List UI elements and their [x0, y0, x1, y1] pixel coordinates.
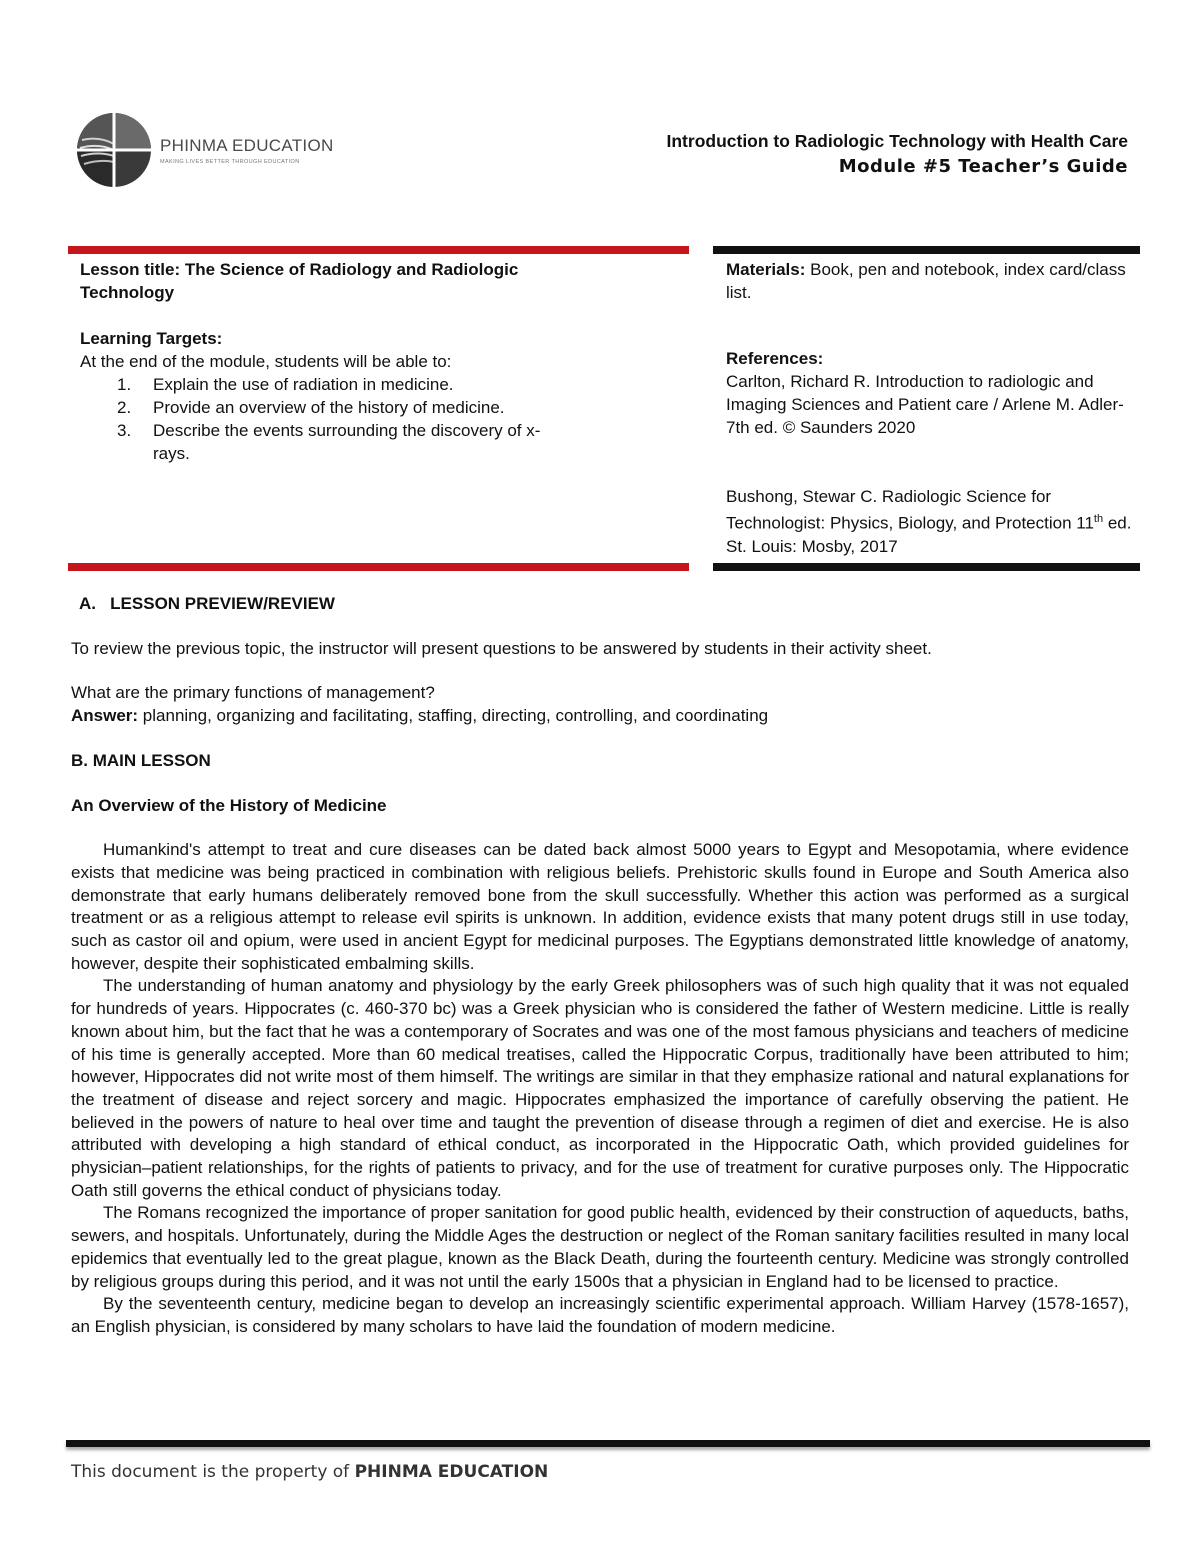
logo-name: PHINMA EDUCATION [160, 136, 334, 155]
materials-references [726, 258, 1136, 558]
list-item [80, 373, 570, 396]
phinma-logo [74, 110, 344, 190]
reference-bushong-sup: th [1093, 513, 1104, 525]
reference-bushong-tail: ed. St. Louis: Mosby, 2017 [726, 513, 1132, 556]
lesson-title-label: Lesson title: [80, 260, 181, 279]
list-text: Provide an overview of the history of medicine. [153, 398, 505, 417]
module-title: Module #5 Teacher’s Guide [838, 156, 1128, 177]
list-text: Describe the events surrounding the discovery of x-rays. [153, 421, 541, 463]
mid-left-rule [68, 563, 689, 571]
list-item [80, 419, 570, 465]
section-a-heading: A. LESSON PREVIEW/REVIEW [79, 594, 335, 613]
paragraph: Humankind's attempt to treat and cure diseases can be dated back almost 5000 years to Egypt and Mesopotamia, where evidence exists that medicine was being practiced in combination with religious beliefs. Prehistoric skulls found in Europe and South America also demonstrate that early humans deliberately removed bone from the skull successfully. Whether this action was performed as a surgical treatment or as a religious attempt to release evil spirits is unknown. In addition, evidence exists that many potent drugs still in use today, such as castor oil and opium, were used in ancient Egypt for medicinal purposes. The Egyptians demonstrated little knowledge of anatomy, however, despite their sophisticated embalming skills. [71, 840, 1129, 973]
learning-targets-label: Learning Targets: [80, 329, 223, 348]
learning-targets-intro: At the end of the module, students will be able to: [80, 352, 452, 371]
section-a-intro: To review the previous topic, the instructor will present questions to be answered by students in their activity sheet. [71, 638, 932, 658]
list-number: 3. [117, 421, 132, 440]
answer-text: planning, organizing and facilitating, staffing, directing, controlling, and coordinating [138, 706, 769, 726]
paragraph: By the seventeenth century, medicine began to develop an increasingly scientific experimental approach. William Harvey (1578-1657), an English physician, is considered by many scholars to have laid the foundation of modern medicine. [71, 1294, 1129, 1336]
lesson-title-text: The Science of Radiology and Radiologic Technology [80, 260, 519, 302]
document-header [667, 128, 1129, 180]
reference-carlton: Carlton, Richard R. Introduction to radiologic and Imaging Sciences and Patient care / Arlene M. Adler- 7th ed. © Saunders 2020 [726, 372, 1124, 437]
lesson-info [80, 258, 570, 465]
section-b-subheading: An Overview of the History of Medicine [71, 795, 387, 815]
materials [726, 258, 1136, 304]
lesson-title [80, 258, 570, 304]
paragraph: The understanding of human anatomy and physiology by the early Greek philosophers was of such high quality that it was not equaled for hundreds of years. Hippocrates (c. 460-370 bc) was a Greek physician who is considered the father of Western medicine. Little is really known about him, but the fact that he was a contemporary of Socrates and was one of the most famous physicians and teachers of medicine of his time is generally accepted. More than 60 medical treatises, called the Hippocratic Corpus, traditionally have been attributed to him; however, Hippocrates did not write most of them himself. The writings are similar in that they emphasize rational and natural explanations for the treatment of disease and reject sorcery and magic. Hippocrates emphasized the importance of carefully observing the patient. He believed in the powers of nature to heal over time and taught the prevention of disease through a regimen of diet and exercise. He is also attributed with developing a high standard of ethical conduct, as incorporated in the Hippocratic Oath, which provided guidelines for physician–patient relationships, for the rights of patients to privacy, and for the use of treatment for curative purposes only. The Hippocratic Oath still governs the ethical conduct of physicians today. [71, 976, 1129, 1200]
learning-targets-list [80, 373, 570, 465]
list-item [80, 396, 570, 419]
list-text: Explain the use of radiation in medicine. [153, 375, 454, 394]
course-title: Introduction to Radiologic Technology with Health Care [666, 131, 1128, 151]
section-b-heading: B. MAIN LESSON [71, 750, 211, 770]
footer-property-notice [71, 1462, 548, 1482]
reference-bushong [726, 485, 1136, 558]
review-question: What are the primary functions of management? [71, 683, 435, 703]
list-number: 1. [117, 375, 132, 394]
top-right-rule [713, 246, 1140, 254]
list-number: 2. [117, 398, 132, 417]
footer-prefix: This document is the property of [71, 1462, 355, 1482]
lesson-body [71, 593, 1129, 1339]
reference-bushong-main: Bushong, Stewar C. Radiologic Science for Technologist: Physics, Biology, and Protection 11 [726, 487, 1094, 533]
top-left-rule [68, 246, 689, 254]
answer-label: Answer: [71, 706, 139, 726]
footer-owner: PHINMA EDUCATION [354, 1462, 549, 1482]
phinma-emblem-icon [74, 110, 156, 190]
materials-label: Materials: [726, 260, 806, 279]
mid-right-rule [713, 563, 1140, 571]
review-answer [71, 705, 1129, 728]
references-label: References: [726, 349, 824, 368]
materials-text: Book, pen and notebook, index card/class list. [726, 260, 1126, 302]
paragraph: The Romans recognized the importance of proper sanitation for good public health, evidenced by their construction of aqueducts, baths, sewers, and hospitals. Unfortunately, during the Middle Ages the destruction or neglect of the Roman sanitary facilities resulted in many local epidemics that eventually led to the great plague, known as the Black Death, during the fourteenth century. Medicine was strongly controlled by religious groups during this period, and it was not until the early 1500s that a physician in England had to be licensed to practice. [71, 1203, 1129, 1291]
footer-rule [66, 1440, 1150, 1447]
logo-tagline: MAKING LIVES BETTER THROUGH EDUCATION [160, 159, 300, 165]
